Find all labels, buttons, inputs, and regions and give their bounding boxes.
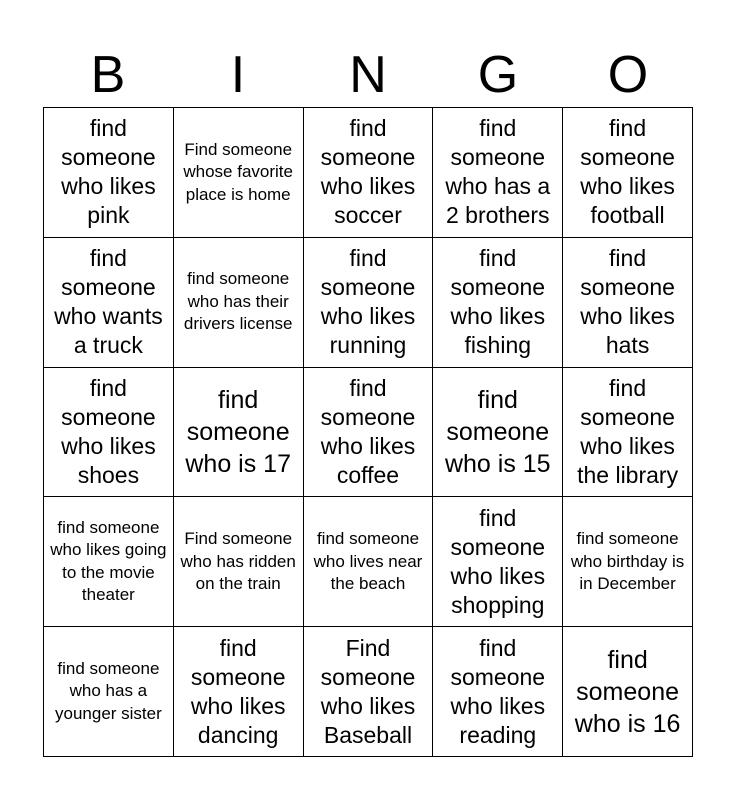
header-letter-g: G — [477, 46, 519, 104]
cell-text: find someone who is 16 — [574, 645, 681, 738]
bingo-cell-r2-c1[interactable] — [44, 238, 174, 368]
bingo-cell-r4-c3[interactable] — [304, 497, 434, 627]
cell-text: find someone who likes pink — [61, 115, 156, 229]
header-letter-n: N — [349, 46, 387, 104]
bingo-cell-r5-c3[interactable] — [304, 627, 434, 757]
cell-text: find someone who likes soccer — [320, 115, 416, 229]
cell-text: find someone who likes hats — [580, 245, 675, 359]
bingo-board — [43, 107, 693, 757]
bingo-cell-r1-c5[interactable] — [563, 108, 693, 238]
bingo-cell-r2-c2[interactable] — [174, 238, 304, 368]
bingo-cell-r2-c3[interactable] — [304, 238, 434, 368]
cell-text: find someone who likes dancing — [190, 634, 286, 748]
bingo-cell-r1-c3[interactable] — [304, 108, 434, 238]
bingo-cell-r1-c4[interactable] — [433, 108, 563, 238]
bingo-cell-r4-c5[interactable] — [563, 497, 693, 627]
bingo-cell-r1-c2[interactable] — [174, 108, 304, 238]
bingo-cell-r3-c4[interactable] — [433, 368, 563, 498]
bingo-cell-r3-c1[interactable] — [44, 368, 174, 498]
cell-text: find someone who wants a truck — [54, 245, 163, 359]
header-letter-o: O — [607, 46, 649, 104]
cell-text: find someone who likes fishing — [450, 245, 546, 359]
cell-text: find someone who likes going to the movie theater — [50, 517, 167, 605]
cell-text: find someone who likes shoes — [61, 374, 156, 488]
bingo-cell-r5-c2[interactable] — [174, 627, 304, 757]
cell-text: find someone who lives near the beach — [313, 529, 423, 594]
cell-text: find someone who is 17 — [185, 385, 291, 478]
cell-text: find someone who likes reading — [450, 634, 546, 748]
cell-text: find someone who likes coffee — [320, 374, 416, 488]
cell-text: find someone who likes running — [320, 245, 416, 359]
bingo-header — [43, 44, 693, 106]
bingo-cell-r1-c1[interactable] — [44, 108, 174, 238]
cell-text: find someone who has a 2 brothers — [445, 115, 551, 229]
cell-text: find someone who likes football — [580, 115, 675, 229]
cell-text: find someone who likes shopping — [450, 504, 546, 618]
bingo-cell-r5-c4[interactable] — [433, 627, 563, 757]
bingo-cell-r4-c1[interactable] — [44, 497, 174, 627]
bingo-cell-r5-c5[interactable] — [563, 627, 693, 757]
cell-text: find someone who has their drivers license — [183, 269, 293, 334]
bingo-cell-r3-c2[interactable] — [174, 368, 304, 498]
header-letter-i: I — [230, 46, 246, 104]
cell-text: find someone who is 15 — [444, 385, 551, 478]
bingo-cell-r5-c1[interactable] — [44, 627, 174, 757]
bingo-cell-r3-c3[interactable] — [304, 368, 434, 498]
cell-text: Find someone who has ridden on the train — [180, 529, 296, 594]
cell-text: find someone who likes the library — [577, 374, 679, 488]
bingo-cell-r2-c4[interactable] — [433, 238, 563, 368]
header-letter-b: B — [90, 46, 126, 104]
cell-text: find someone who has a younger sister — [55, 658, 162, 723]
bingo-cell-r4-c2[interactable] — [174, 497, 304, 627]
bingo-cell-r4-c4[interactable] — [433, 497, 563, 627]
bingo-cell-r3-c5[interactable] — [563, 368, 693, 498]
cell-text: Find someone who likes Baseball — [320, 634, 416, 748]
bingo-cell-r2-c5[interactable] — [563, 238, 693, 368]
cell-text: Find someone whose favorite place is home — [183, 139, 293, 204]
cell-text: find someone who birthday is in December — [570, 529, 685, 594]
